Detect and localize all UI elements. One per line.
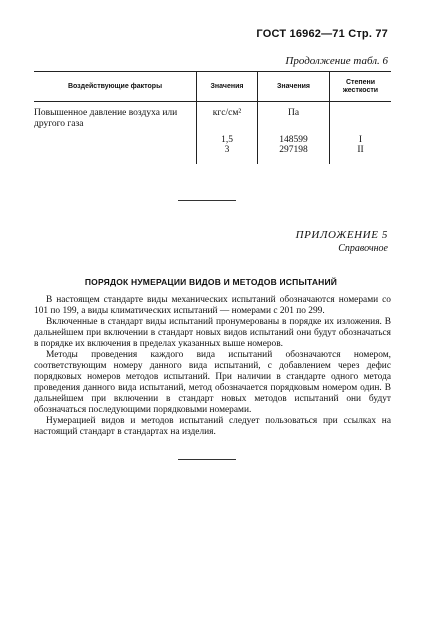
page-header: ГОСТ 16962—71 Стр. 77	[256, 28, 388, 40]
end-divider	[178, 459, 236, 460]
table-continuation-label: Продолжение табл. 6	[285, 55, 388, 67]
appendix-heading	[296, 229, 388, 254]
pa-values	[258, 135, 329, 155]
column-header-factors: Воздействующие факторы	[67, 82, 163, 90]
section-divider	[178, 200, 236, 201]
table-row	[34, 102, 391, 164]
paragraph: В настоящем стандарте виды механических испытаний обозначаются номерами со 101 по 199, а виды климатических испытаний — номерами с 201 по 299.	[34, 295, 391, 316]
unit-kgf: кгс/см²	[212, 108, 242, 118]
paragraph: Нумерацией видов и методов испытаний следует пользоваться при ссылках на настоящий стандарт в стандартах на изделия.	[34, 416, 391, 437]
cell-degree	[329, 102, 391, 164]
degree-values	[330, 135, 391, 155]
pa-value: 297198	[279, 145, 308, 155]
cell-kgf	[196, 102, 257, 164]
table-header-row	[34, 72, 391, 102]
appendix-subtitle: Справочное	[338, 243, 388, 254]
paragraph: Методы проведения каждого вида испытаний обозначаются номером, соответствующим номеру данного вида испытаний, с добавлением через дефис порядковых номеров методов испытаний. При наличии в стандарте одного метода проведения данного вида испытаний, метод обозначается порядковым номером один. В дальнейшем при включении в стандарт новых методов испытаний они будут обозначаться последующими порядковыми номерами.	[34, 350, 391, 415]
column-header-values-kgf: Значения	[196, 72, 257, 101]
kgf-values	[197, 135, 257, 155]
cell-pa	[257, 102, 329, 164]
pa-value: 148599	[279, 135, 308, 145]
unit-pa: Па	[287, 108, 300, 118]
degree-value: II	[357, 145, 364, 155]
degree-value: I	[358, 135, 363, 145]
cell-factor: Повышенное давление воздуха или другого газа	[34, 108, 178, 129]
section-body	[34, 295, 391, 438]
appendix-title: ПРИЛОЖЕНИЕ 5	[295, 229, 388, 241]
kgf-value: 1,5	[221, 135, 233, 145]
column-header-values-pa: Значения	[257, 72, 329, 101]
paragraph: Включенные в стандарт виды испытаний пронумерованы в порядке их изложения. В дальнейшем при включении в стандарт новых видов испытаний они будут обозначаться в порядке их включения в пределах указанных выше номеров.	[34, 317, 391, 349]
kgf-value: 3	[224, 145, 230, 155]
column-header-degree: Степени жесткости	[329, 72, 391, 101]
factors-table	[34, 71, 391, 164]
section-title: ПОРЯДОК НУМЕРАЦИИ ВИДОВ И МЕТОДОВ ИСПЫТАНИЙ	[84, 277, 338, 287]
